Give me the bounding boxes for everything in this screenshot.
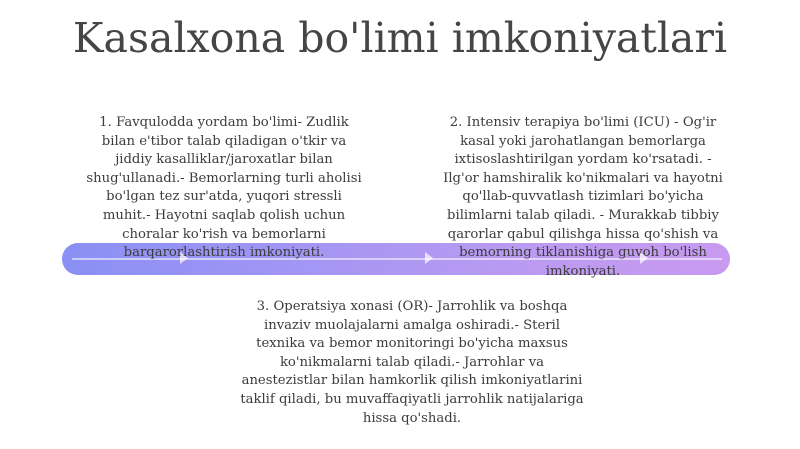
department-icu: 2. Intensiv terapiya bo'limi (ICU) - Og'ir kasal yoki jarohatlangan bemorlarga ixtisoslashtirilgan yordam ko'rsatadi. - Ilg'or hamshiralik ko'nikmalari va hayotni qo'llab-quvvatlash tizimlari bo'yicha bilimlarni talab qiladi. - Murakkab tibbiy qarorlar qabul qilishga hissa qo'shish va bemorning tiklanishiga guvoh bo'lish imkoniyati. — [443, 115, 723, 279]
page-title: Kasalxona bo'limi imkoniyatlari — [72, 14, 728, 62]
department-emergency: 1. Favqulodda yordam bo'limi- Zudlik bilan e'tibor talab qiladigan o'tkir va jiddiy kasalliklar/jaroxatlar bilan shug'ullanadi.- Bemorlarning turli aholisi bo'lgan tez sur'atda, yuqori stressli muhit.- Hayotni saqlab qolish uchun choralar ko'rish va bemorlarni barqarorlashtirish imkoniyati. — [86, 115, 362, 261]
department-operating-room: 3. Operatsiya xonasi (OR)- Jarrohlik va boshqa invaziv muolajalarni amalga oshiradi.- Steril texnika va bemor monitoringi bo'yicha maxsus ko'nikmalarni talab qiladi.- Jarrohlar va anestezistlar bilan hamkorlik qilish imkoniyatlarini taklif qiladi, bu muvaffaqiyatli jarrohlik natijalariga hissa qo'shadi. — [240, 299, 584, 426]
timeline-arrow-icon — [425, 252, 433, 264]
